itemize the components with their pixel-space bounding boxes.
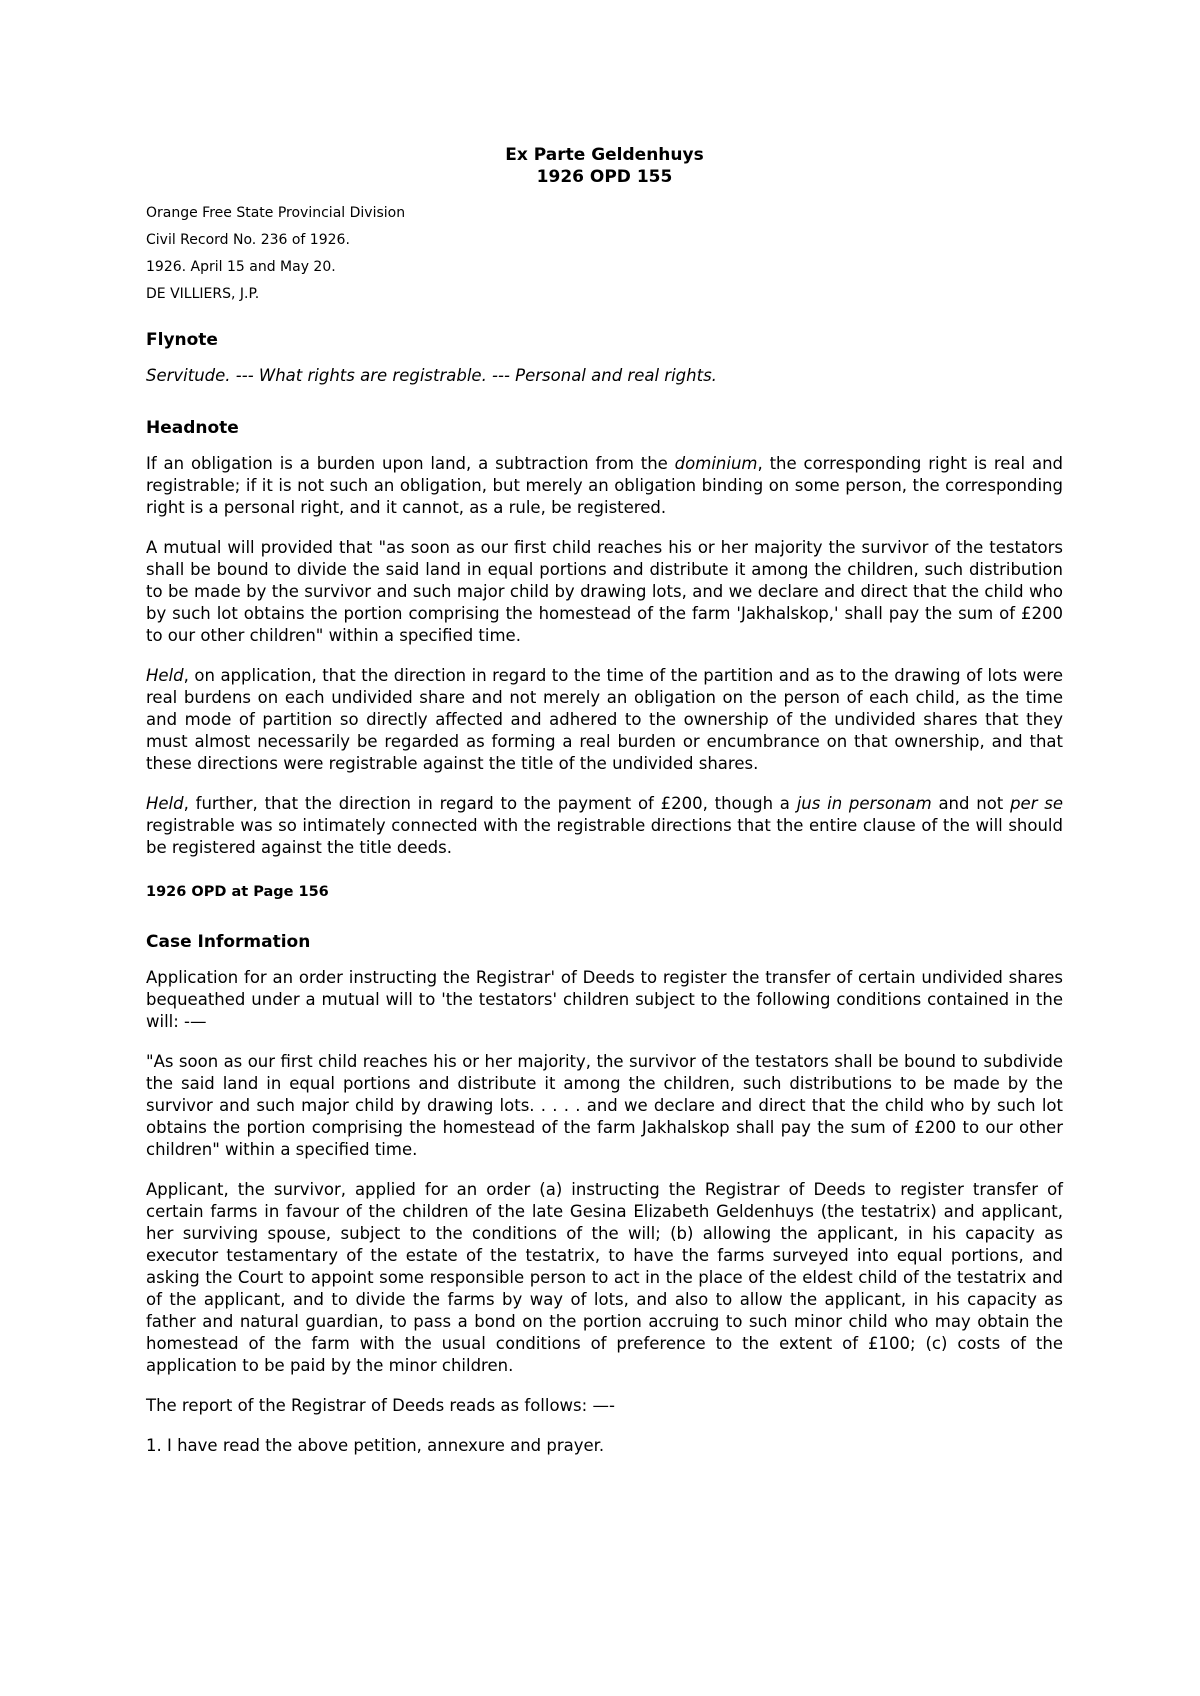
- headnote-paragraph: If an obligation is a burden upon land, a subtraction from the dominium, the corresponding right is real and registrable; if it is not such an obligation, but merely an obligation binding on some person, the corresponding right is a personal right, and it cannot, as a rule, be registered.: [146, 454, 1064, 517]
- flynote-text: Servitude. --- What rights are registrable. --- Personal and real rights.: [146, 366, 717, 385]
- document-page: [146, 144, 1063, 1475]
- case-paragraph: Applicant, the survivor, applied for an order (a) instructing the Registrar of Deeds to register transfer of certain farms in favour of the children of the late Gesina Elizabeth Geldenhuys (the testatrix) and applicant, her surviving spouse, subject to the conditions of the will; (b) allowing the applicant, in his capacity as executor testamentary of the estate of the testatrix, to have the farms surveyed into equal portions, and asking the Court to appoint some responsible person to act in the place of the eldest child of the testatrix and of the applicant, and to divide the farms by way of lots, and also to allow the applicant, in his capacity as father and natural guardian, to pass a bond on the portion accruing to such minor child who may obtain the homestead of the farm with the usual conditions of preference to the extent of £100; (c) costs of the application to be paid by the minor children.: [146, 1180, 1063, 1375]
- headnote-paragraph: Held, on application, that the direction in regard to the time of the partition and as to the drawing of lots were real burdens on each undivided share and not merely an obligation on the person of each child, as the time and mode of partition so directly affected and adhered to the ownership of the undivided shares that they must almost necessarily be regarded as forming a real burden or encumbrance on that ownership, and that these directions were registrable against the title of the undivided shares.: [146, 666, 1063, 773]
- headnote-paragraph: A mutual will provided that "as soon as our first child reaches his or her majority the survivor of the testators shall be bound to divide the said land in equal portions and distribute it among the children, such distribution to be made by the survivor and such major child by drawing lots, and we declare and direct that the child who by such lot obtains the portion comprising the homestead of the farm 'Jakhalskop,' shall pay the sum of £200 to our other children" within a specified time.: [146, 538, 1063, 645]
- case-citation: 1926 OPD 155: [536, 167, 673, 187]
- headnote-paragraph: Held, further, that the direction in regard to the payment of £200, though a jus in personam and not per se registrable was so intimately connected with the registrable directions that the entire clause of the will should be registered against the title deeds.: [146, 794, 1063, 857]
- headnote-heading: Headnote: [146, 418, 239, 438]
- civil-record: Civil Record No. 236 of 1926.: [146, 232, 350, 248]
- case-title: Ex Parte Geldenhuys: [505, 145, 704, 165]
- flynote-heading: Flynote: [146, 330, 218, 350]
- judge: DE VILLIERS, J.P.: [146, 286, 260, 302]
- case-information-heading: Case Information: [146, 932, 311, 952]
- case-paragraph: 1. I have read the above petition, annexure and prayer.: [146, 1436, 605, 1455]
- case-meta: [146, 204, 1063, 303]
- case-paragraph: "As soon as our first child reaches his or her majority, the survivor of the testators shall be bound to subdivide the said land in equal portions and distribute it among the children, such distributions to be made by the survivor and such major child by drawing lots. . . . . and we declare and direct that the child who by such lot obtains the portion comprising the homestead of the farm Jakhalskop shall pay the sum of £200 to our other children" within a specified time.: [146, 1052, 1063, 1159]
- case-paragraph: The report of the Registrar of Deeds reads as follows: —-: [146, 1396, 615, 1415]
- case-paragraph: Application for an order instructing the Registrar' of Deeds to register the transfer of certain undivided shares bequeathed under a mutual will to 'the testators' children subject to the following conditions contained in the will: -—: [146, 968, 1063, 1031]
- page-reference: 1926 OPD at Page 156: [146, 884, 329, 900]
- hearing-dates: 1926. April 15 and May 20.: [146, 259, 336, 275]
- court-division: Orange Free State Provincial Division: [146, 205, 406, 221]
